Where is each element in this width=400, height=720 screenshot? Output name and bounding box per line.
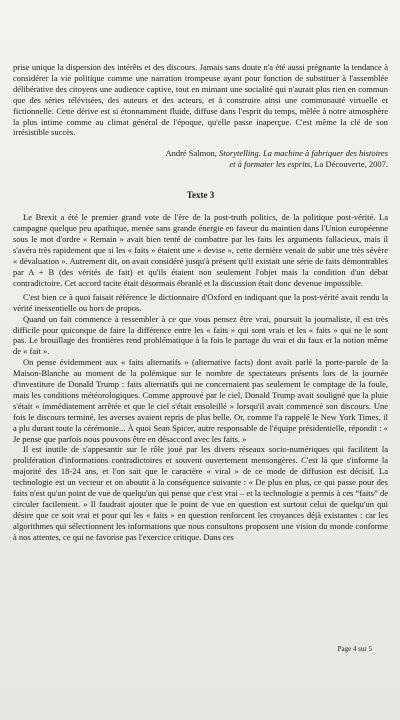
intro-paragraph: prise unique la dispersion des intérêts et des discours. Jamais sans doute n'a été aussi prégnante la tendance à considérer la vie politique comme une narration trompeuse ayant pour fonction de substituer à l'assemblée délibérative des citoyens une audience captive, tout en mimant une socialité qui n'aurait plus rien en commun que des séries télévisées, des auteurs et des acteurs, et à construire ainsi une communauté virtuelle et fictionnelle. Cette dérive est si étonnamment fluide, diffuse dans l'esprit du temps, mêlée à notre atmosphère la plus intime comme au climat général de l'époque, qu'elle passe inaperçue. C'est même la clé de son irrésistible succès. xyxy=(13,62,388,138)
paragraph-3: Quand un fait commence à ressembler à ce que vous pensez être vrai, poursuit la journaliste, il est très difficile pour quiconque de faire la différence entre les « faits » qui sont vrais et les « faits » qui ne le sont pas. Le brouillage des frontières rend problématique à la fois le partage du vrai et du faux et la notion même de « fait ». xyxy=(13,313,388,357)
source-citation xyxy=(13,148,388,169)
citation-title-line2: et à formater les esprits xyxy=(229,158,311,169)
page-content xyxy=(13,62,388,543)
paragraph-4: On pense évidemment aux « faits alternatifs » (alternative facts) dont avait parlé la porte-parole de la Maison-Blanche au moment de la polémique sur le nombre de spectateurs présents lors de la journée d'investiture de Donald Trump : faits alternatifs qui ne concernaient pas seulement le comptage de la foule, mais les conditions météorologiques. Comme approuvé par le ciel, Donald Trump avait souligné que la pluie s'était « immédiatement arrêtée et que le ciel s'était ensoleillé » lorsqu'il avait commencé son discours. Une fois le discours terminé, les averses avaient repris de plus belle. Or, comme l'a rappelé le New York Times, il a plu durant toute la cérémonie... À quoi Sean Spicer, autre responsable de l'équipe présidentielle, répondit : « Je pense que parfois nous pouvons être en désaccord avec les faits. » xyxy=(13,357,388,444)
citation-title-line1: Storytelling. La machine à fabriquer des histoires xyxy=(219,148,388,159)
page-number: Page 4 sur 5 xyxy=(337,645,372,653)
paragraph-2: C'est bien ce à quoi faisait référence le dictionnaire d'Oxford en indiquant que la post-vérité avait rendu la vérité inessentielle ou hors de propos. xyxy=(13,291,388,313)
section-title: Texte 3 xyxy=(186,189,215,200)
citation-author: André Salmon, xyxy=(165,148,220,159)
paragraph-5: Il est inutile de s'appesantir sur le rôle joué par les divers réseaux socio-numériques qui facilitent la prolifération d'informations contradictoires et souvent ouvertement mensongères. C'est là que s'informe la majorité des 18-24 ans, et l'on sait que le caractère « viral » de ce mode de diffusion est décisif. La technologie est un vecteur et on aboutit à la conséquence suivante : « De plus en plus, ce qui passe pour des faits n'est qu'un point de vue de quelqu'un qui pense que c'est vrai – et la technologie a permis à ces “faits” de circuler facilement. » Il faudrait ajouter que le point de vue en question est surtout celui de quelqu'un qui désire que ce soit vrai et pour qui les « faits » en question renforcent les croyances déjà existantes : car les algorithmes qui sélectionnent les informations que nous consultons proposent une vision du monde conforme à nos attentes, ce qui ne favorise pas l'exercice critique. Dans ces xyxy=(13,444,388,542)
citation-publisher: , La Découverte, 2007. xyxy=(310,158,388,169)
paragraph-1: Le Brexit a été le premier grand vote de l'ère de la post-truth politics, de la politique post-vérité. La campagne quelque peu apathique, menée sans grande énergie en faveur du maintien dans l'Union européenne sous le mot d'ordre « Remain » avait bien tenté de combattre par les faits les arguments fallacieux, mais il s'avéra très rapidement que si les « faits » étaient une « devise », cette dernière venait de subir une très sévère « dévaluation ». Autrement dit, on avait considéré jusqu'à présent qu'il existait une série de faits démontrables par A + B (des vérités de fait) et qu'ils étaient non seulement l'objet mais la condition d'un débat contradictoire. Cet accord tacite était désormais ébranlé et la discussion était donc devenue impossible. xyxy=(13,212,388,288)
